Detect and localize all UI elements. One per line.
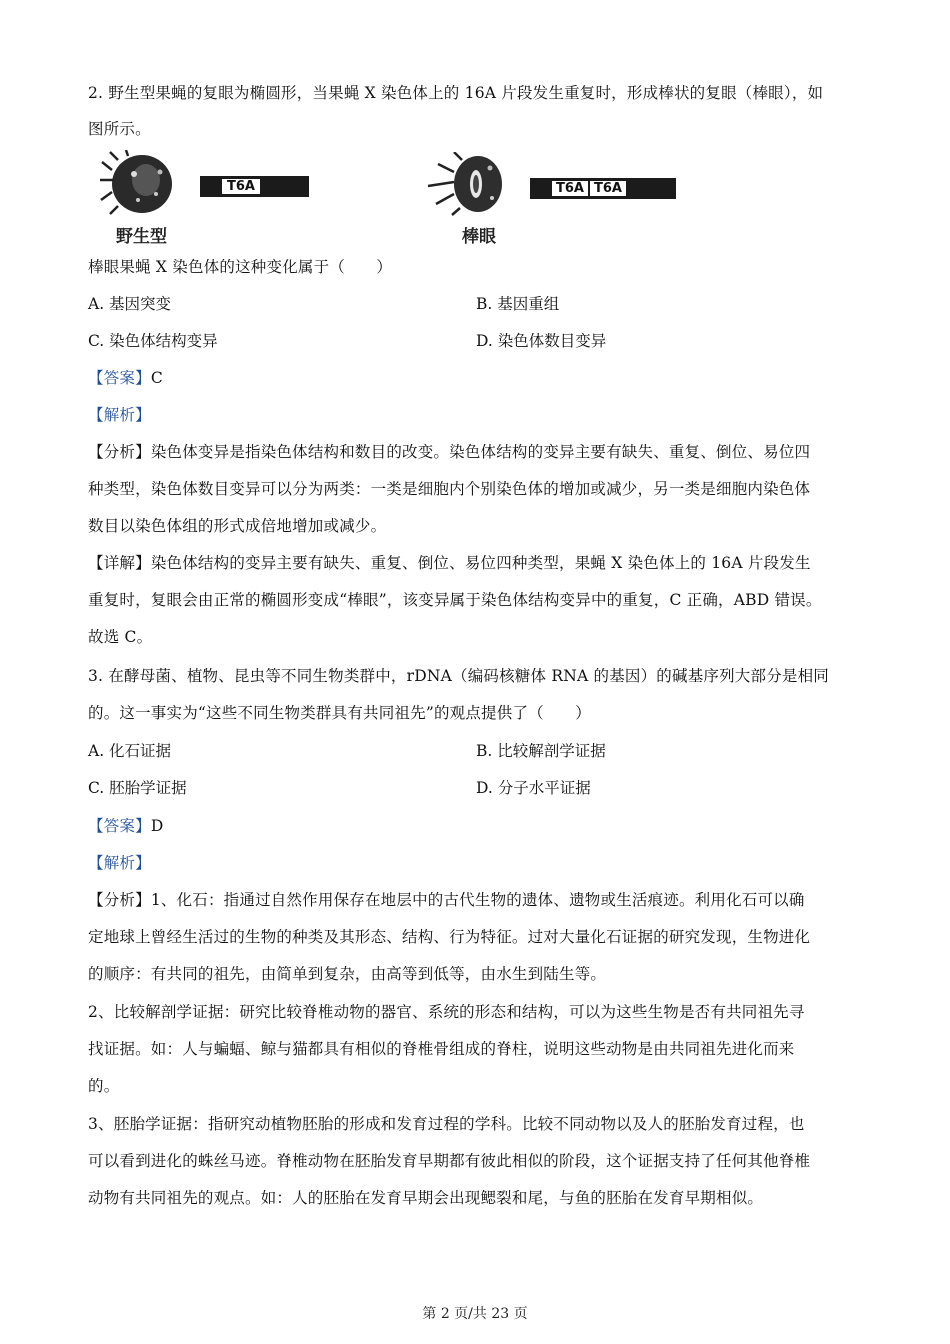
q2-analysis-line-1 xyxy=(88,441,810,463)
page-footer: 第 2 页/共 23 页 xyxy=(422,1306,528,1322)
q3-analysis-line-1 xyxy=(88,889,805,911)
wild-type-chromosome-bar xyxy=(200,176,309,197)
q2-detail-line-3: 故选 C。 xyxy=(88,628,153,646)
jiexi-tag: 【解析】 xyxy=(88,406,151,424)
q3-option-c: C. 胚胎学证据 xyxy=(88,779,187,797)
analysis-text: 染色体变异是指染色体结构和数目的改变。染色体结构的变异主要有缺失、重复、倒位、易位四 xyxy=(150,443,811,461)
answer-tag: 【答案】 xyxy=(88,369,151,387)
analysis-text: 1、化石：指通过自然作用保存在地层中的古代生物的遗体、遗物或生活痕迹。利用化石可以确 xyxy=(150,891,805,909)
q3-option-a: A. 化石证据 xyxy=(88,742,172,760)
q2-answer xyxy=(88,367,163,389)
detail-tag: 【详解】 xyxy=(88,554,151,572)
q3-p2-line-1: 2、比较解剖学证据：研究比较脊椎动物的器官、系统的形态和结构，可以为这些生物是否有共同祖先寻 xyxy=(88,1003,805,1021)
q2-stem-line-2: 图所示。 xyxy=(88,120,151,138)
q2-option-c: C. 染色体结构变异 xyxy=(88,332,218,350)
q2-option-a: A. 基因突变 xyxy=(88,295,172,313)
q2-option-d: D. 染色体数目变异 xyxy=(476,332,607,350)
answer-value: D xyxy=(150,817,164,835)
bar-eye-image xyxy=(424,152,506,216)
wild-type-label: 野生型 xyxy=(116,227,167,247)
q3-option-b: B. 比较解剖学证据 xyxy=(476,742,606,760)
segment-16a-copy-1: T6A xyxy=(552,181,588,196)
q2-detail-line-2: 重复时，复眼会由正常的椭圆形变成“棒眼”，该变异属于染色体结构变异中的重复，C 正确，ABD 错误。 xyxy=(88,591,822,609)
wild-type-eye-image xyxy=(98,150,178,218)
q3-p3-line-3: 动物有共同祖先的观点。如：人的胚胎在发育早期会出现鳃裂和尾，与鱼的胚胎在发育早期相似。 xyxy=(88,1189,764,1207)
q3-p3-line-2: 可以看到进化的蛛丝马迹。脊椎动物在胚胎发育早期都有彼此相似的阶段，这个证据支持了任何其他脊椎 xyxy=(88,1152,811,1170)
q3-analysis-line-3: 的顺序：有共同的祖先，由简单到复杂，由高等到低等，由水生到陆生等。 xyxy=(88,965,607,983)
jiexi-tag: 【解析】 xyxy=(88,854,151,872)
answer-tag: 【答案】 xyxy=(88,817,151,835)
q3-p2-line-3: 的。 xyxy=(88,1077,120,1095)
q3-option-d: D. 分子水平证据 xyxy=(476,779,591,797)
q3-analysis-line-2: 定地球上曾经生活过的生物的种类及其形态、结构、行为特征。过对大量化石证据的研究发现，生物进化 xyxy=(88,928,811,946)
segment-16a: T6A xyxy=(222,179,260,194)
segment-16a-copy-2: T6A xyxy=(590,181,626,196)
q3-p3-line-1: 3、胚胎学证据：指研究动植物胚胎的形成和发育过程的学科。比较不同动物以及人的胚胎发育过程，也 xyxy=(88,1115,805,1133)
q2-stem-line-1: 2. 野生型果蝇的复眼为椭圆形，当果蝇 X 染色体上的 16A 片段发生重复时，形成棒状的复眼（棒眼），如 xyxy=(88,84,824,102)
bar-eye-label: 棒眼 xyxy=(462,227,496,247)
q3-answer xyxy=(88,815,163,837)
q2-analysis-line-2: 种类型，染色体数目变异可以分为两类：一类是细胞内个别染色体的增加或减少，另一类是细胞内染色体 xyxy=(88,480,811,498)
q2-jiexi xyxy=(88,404,151,426)
bar-eye-chromosome-bar xyxy=(530,178,676,199)
q2-question: 棒眼果蝇 X 染色体的这种变化属于（ ） xyxy=(88,258,393,276)
q2-analysis-line-3: 数目以染色体组的形式成倍地增加或减少。 xyxy=(88,517,387,535)
q3-jiexi xyxy=(88,852,151,874)
q2-option-b: B. 基因重组 xyxy=(476,295,560,313)
analysis-tag: 【分析】 xyxy=(88,443,151,461)
q2-detail-line-1 xyxy=(88,552,811,574)
q3-stem-line-2: 的。这一事实为“这些不同生物类群具有共同祖先”的观点提供了（ ） xyxy=(88,704,591,722)
detail-text: 染色体结构的变异主要有缺失、重复、倒位、易位四种类型，果蝇 X 染色体上的 16A 片段发生 xyxy=(150,554,811,572)
q3-p2-line-2: 找证据。如：人与蝙蝠、鲸与猫都具有相似的脊椎骨组成的脊柱，说明这些动物是由共同祖先进化而来 xyxy=(88,1040,795,1058)
analysis-tag: 【分析】 xyxy=(88,891,151,909)
q3-stem-line-1: 3. 在酵母菌、植物、昆虫等不同生物类群中，rDNA（编码核糖体 RNA 的基因）的碱基序列大部分是相同 xyxy=(88,667,829,685)
answer-value: C xyxy=(150,369,163,387)
